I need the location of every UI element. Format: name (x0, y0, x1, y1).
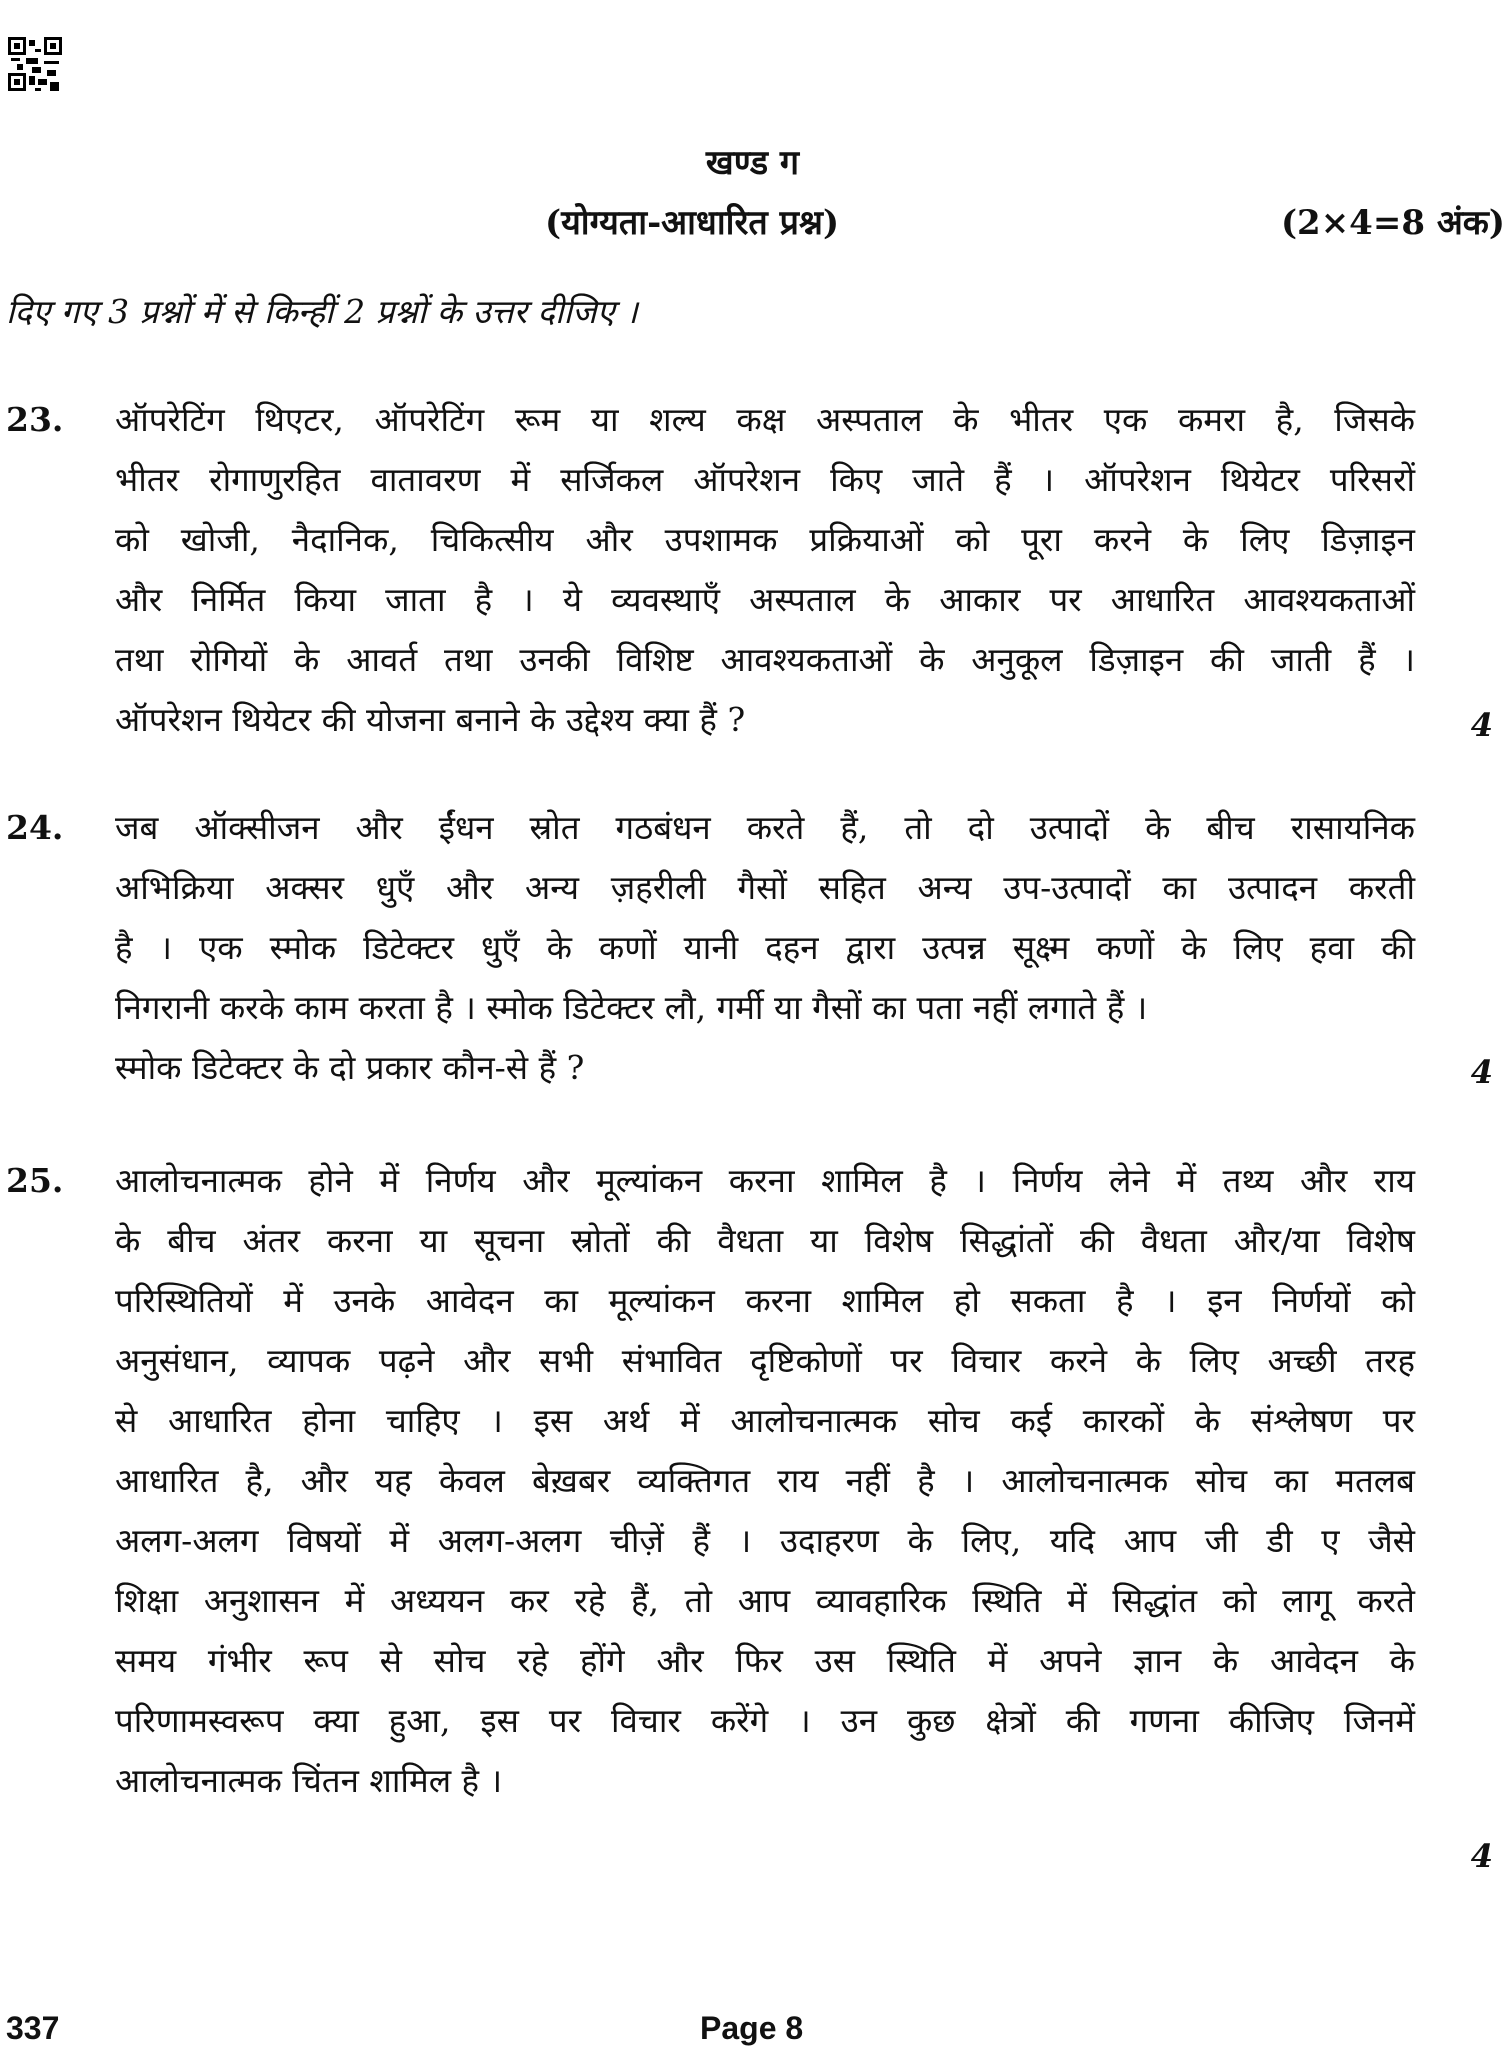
text-line: अभिक्रिया अक्सर धुएँ और अन्य ज़हरीली गैसों सहित अन्य उप-उत्पादों का उत्पादन करती (115, 868, 1415, 907)
question-text (115, 390, 1415, 750)
question-number: 24. (6, 808, 64, 847)
text-line: निगरानी करके काम करता है । स्मोक डिटेक्टर लौ, गर्मी या गैसों का पता नहीं लगाते हैं । (115, 988, 1148, 1027)
question-text (115, 798, 1415, 1098)
text-line: आलोचनात्मक चिंतन शामिल है । (115, 1761, 503, 1800)
text-line: स्मोक डिटेक्टर के दो प्रकार कौन-से हैं ? (115, 1048, 585, 1087)
text-line: परिस्थितियों में उनके आवेदन का मूल्यांकन करना शामिल हो सकता है । इन निर्णयों को (115, 1281, 1415, 1320)
qr-code-icon (8, 37, 62, 91)
text-line: से आधारित होना चाहिए । इस अर्थ में आलोचनात्मक सोच कई कारकों के संश्लेषण पर (115, 1401, 1415, 1440)
text-line: ऑपरेटिंग थिएटर, ऑपरेटिंग रूम या शल्य कक्ष अस्पताल के भीतर एक कमरा है, जिसके (115, 400, 1415, 439)
text-line: समय गंभीर रूप से सोच रहे होंगे और फिर उस स्थिति में अपने ज्ञान के आवेदन के (115, 1641, 1415, 1680)
text-line: परिणामस्वरूप क्या हुआ, इस पर विचार करेंगे । उन कुछ क्षेत्रों की गणना कीजिए जिनमें (115, 1701, 1415, 1740)
text-line: आलोचनात्मक होने में निर्णय और मूल्यांकन करना शामिल है । निर्णय लेने में तथ्य और राय (115, 1161, 1415, 1200)
text-line: अनुसंधान, व्यापक पढ़ने और सभी संभावित दृष्टिकोणों पर विचार करने के लिए अच्छी तरह (115, 1341, 1415, 1380)
page-number: Page 8 (700, 2010, 804, 2046)
text-line: भीतर रोगाणुरहित वातावरण में सर्जिकल ऑपरेशन किए जाते हैं । ऑपरेशन थियेटर परिसरों (115, 460, 1415, 499)
question-marks: 4 (1470, 1837, 1493, 1875)
section-total-marks: (2×4=8 अंक) (1280, 203, 1505, 243)
question-text (115, 1151, 1415, 1811)
question-marks: 4 (1470, 1053, 1493, 1091)
question-number: 25. (6, 1161, 64, 1200)
text-line: जब ऑक्सीजन और ईंधन स्रोत गठबंधन करते हैं, तो दो उत्पादों के बीच रासायनिक (115, 808, 1415, 847)
question-marks: 4 (1470, 706, 1493, 744)
text-line: को खोजी, नैदानिक, चिकित्सीय और उपशामक प्रक्रियाओं को पूरा करने के लिए डिज़ाइन (115, 520, 1415, 559)
question-number: 23. (6, 400, 64, 439)
text-line: अलग-अलग विषयों में अलग-अलग चीज़ें हैं । उदाहरण के लिए, यदि आप जी डी ए जैसे (115, 1521, 1415, 1560)
text-line: ऑपरेशन थियेटर की योजना बनाने के उद्देश्य क्या हैं ? (115, 700, 746, 739)
instruction: दिए गए 3 प्रश्नों में से किन्हीं 2 प्रश्नों के उत्तर दीजिए । (6, 292, 638, 331)
text-line: है । एक स्मोक डिटेक्टर धुएँ के कणों यानी दहन द्वारा उत्पन्न सूक्ष्म कणों के लिए हवा की (115, 928, 1415, 967)
text-line: तथा रोगियों के आवर्त तथा उनकी विशिष्ट आवश्यकताओं के अनुकूल डिज़ाइन की जाती हैं । (115, 640, 1415, 679)
text-line: के बीच अंतर करना या सूचना स्रोतों की वैधता या विशेष सिद्धांतों की वैधता और/या विशेष (115, 1221, 1415, 1260)
text-line: शिक्षा अनुशासन में अध्ययन कर रहे हैं, तो आप व्यावहारिक स्थिति में सिद्धांत को लागू करते (115, 1581, 1415, 1620)
text-line: और निर्मित किया जाता है । ये व्यवस्थाएँ अस्पताल के आकार पर आधारित आवश्यकताओं (115, 580, 1415, 619)
paper-code: 337 (6, 2010, 60, 2046)
section-subtitle: (योग्यता-आधारित प्रश्न) (545, 203, 840, 243)
section-title: खण्ड ग (705, 143, 800, 183)
text-line: आधारित है, और यह केवल बेख़बर व्यक्तिगत राय नहीं है । आलोचनात्मक सोच का मतलब (115, 1461, 1415, 1500)
